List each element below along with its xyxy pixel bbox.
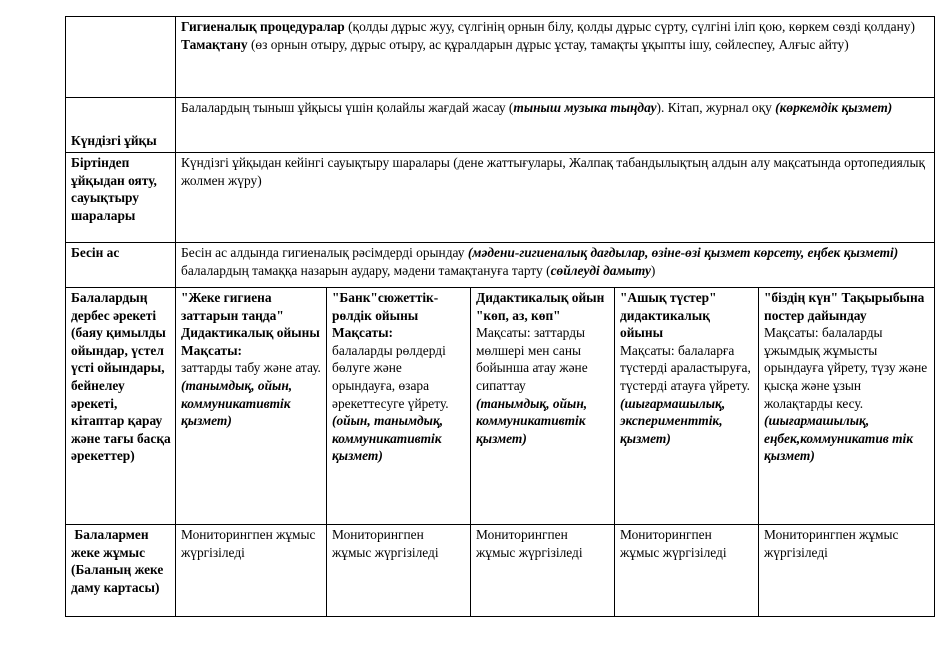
- activity-title: "Банк"сюжеттік-рөлдік ойыны: [332, 290, 439, 323]
- eating-title: Тамақтану: [181, 36, 248, 52]
- activity-cell-2: [327, 288, 471, 525]
- activity-title: Дидактикалық ойын "көп, аз, көп": [476, 290, 605, 323]
- nap-activity: тыныш музыка тыңдау: [513, 100, 657, 115]
- activity-title: "Жеке гигиена заттарын таңда" Дидактикалық ойыны: [181, 290, 320, 341]
- row-label-hygiene: [66, 17, 176, 98]
- row-snack: [66, 243, 935, 288]
- activity-goal-label: Мақсаты:: [181, 342, 242, 358]
- activity-goal: Мақсаты: балаларға түстерді араластыруға, түстерді атауға үйрету.: [620, 342, 751, 393]
- daily-plan-table: [65, 16, 935, 617]
- nap-text: Балалардың тыныш ұйқысы үшін қолайлы жағдай жасау (: [181, 100, 514, 115]
- snack-text: Бесін ас алдында гигиеналық рәсімдерді орындау: [181, 245, 468, 260]
- individual-cell-4: Мониторингпен жұмыс жүргізіледі: [615, 525, 759, 617]
- activity-cell-3: [471, 288, 615, 525]
- activity-goal: балаларды рөлдерді бөлуге және орындауға, өзара әрекеттесуге үйрету.: [332, 342, 449, 411]
- activity-tags: (танымдық, ойын, коммуникативтік қызмет): [476, 395, 588, 446]
- individual-cell-3: Мониторингпен жұмыс жүргізіледі: [471, 525, 615, 617]
- row-label-nap: Күндізгі ұйқы: [66, 98, 176, 153]
- row-label-individual: Балалармен жеке жұмыс (Баланың жеке даму картасы): [66, 525, 176, 617]
- activity-tags: (шығармашылық, эксперименттік, қызмет): [620, 395, 726, 446]
- activity-tags: (танымдық, ойын, коммуникативтік қызмет): [181, 377, 293, 429]
- activity-goal: заттарды табу және атау.: [181, 360, 321, 376]
- hygiene-cell: [176, 17, 935, 98]
- activity-title: "біздің күн" Тақырыбына постер дайындау: [764, 290, 925, 323]
- snack-speech: сөйлеуді дамыту: [550, 262, 651, 278]
- activity-tags: (шығармашылық, еңбек,коммуникатив тік қызмет): [764, 413, 914, 464]
- activity-cell-1: [176, 288, 327, 525]
- activity-goal: Мақсаты: заттарды мөлшері мен саны бойынша атау және сипаттау: [476, 325, 588, 393]
- individual-cell-5: Мониторингпен жұмыс жүргізіледі: [759, 525, 935, 617]
- activity-goal-label: Мақсаты:: [332, 325, 393, 341]
- individual-cell-2: Мониторингпен жұмыс жүргізіледі: [327, 525, 471, 617]
- activity-cell-4: [615, 288, 759, 525]
- activity-goal: Мақсаты: балаларды ұжымдық жұмысты орындауға үйрету, түзу және қысқа және ұзын жолақтарды кесу.: [764, 325, 928, 411]
- activity-title: "Ашық түстер" дидактикалық ойыны: [620, 290, 717, 341]
- hygiene-title: Гигиеналық процедуралар: [181, 19, 345, 34]
- activity-tags: (ойын, танымдық, коммуникативтік қызмет): [332, 413, 444, 464]
- row-individual: [66, 525, 935, 617]
- row-label-activities: Балалардың дербес әрекеті (баяу қимылды ойындар, үстел үсті ойындары, бейнелеу әрекеті, кітаптар қарау және тағы басқа әрекеттер): [66, 288, 176, 525]
- row-nap: [66, 98, 935, 153]
- row-activities: [66, 288, 935, 525]
- row-wakeup: [66, 153, 935, 243]
- wakeup-cell: Күндізгі ұйқыдан кейінгі сауықтыру шаралары (дене жаттығулары, Жалпақ табандылықтың алдын алу мақсатында ортопедиялық жолмен жүру): [176, 153, 935, 243]
- hygiene-text: (қолды дұрыс жуу, сүлгінің орнын білу, қолды дұрыс сүрту, сүлгіні іліп қою, көркем сөзді қолдану): [344, 19, 915, 34]
- snack-text-2: балалардың тамаққа назарын аудару, мәдени тамақтануға тарту (: [181, 262, 551, 278]
- row-label-snack: Бесін ас: [66, 243, 176, 288]
- snack-text-3: ): [650, 262, 656, 278]
- row-hygiene: [66, 17, 935, 98]
- eating-text: (өз орнын отыру, дұрыс отыру, ас құралдарын дұрыс ұстау, тамақты ұқыпты ішу, сөйлеспеу, Алғыс айту): [247, 36, 849, 52]
- snack-cell: [176, 243, 935, 288]
- nap-activity-type: (көркемдік қызмет): [775, 100, 893, 115]
- nap-cell: [176, 98, 935, 153]
- activity-cell-5: [759, 288, 935, 525]
- nap-text-2: ). Кітап, журнал оқу: [656, 100, 776, 115]
- individual-cell-1: Мониторингпен жұмыс жүргізіледі: [176, 525, 327, 617]
- row-label-wakeup: Біртіндеп ұйқыдан ояту, сауықтыру шаралары: [66, 153, 176, 243]
- snack-skills: (мәдени-гигиеналық дағдылар, өзіне-өзі қызмет көрсету, еңбек қызметі): [467, 245, 899, 260]
